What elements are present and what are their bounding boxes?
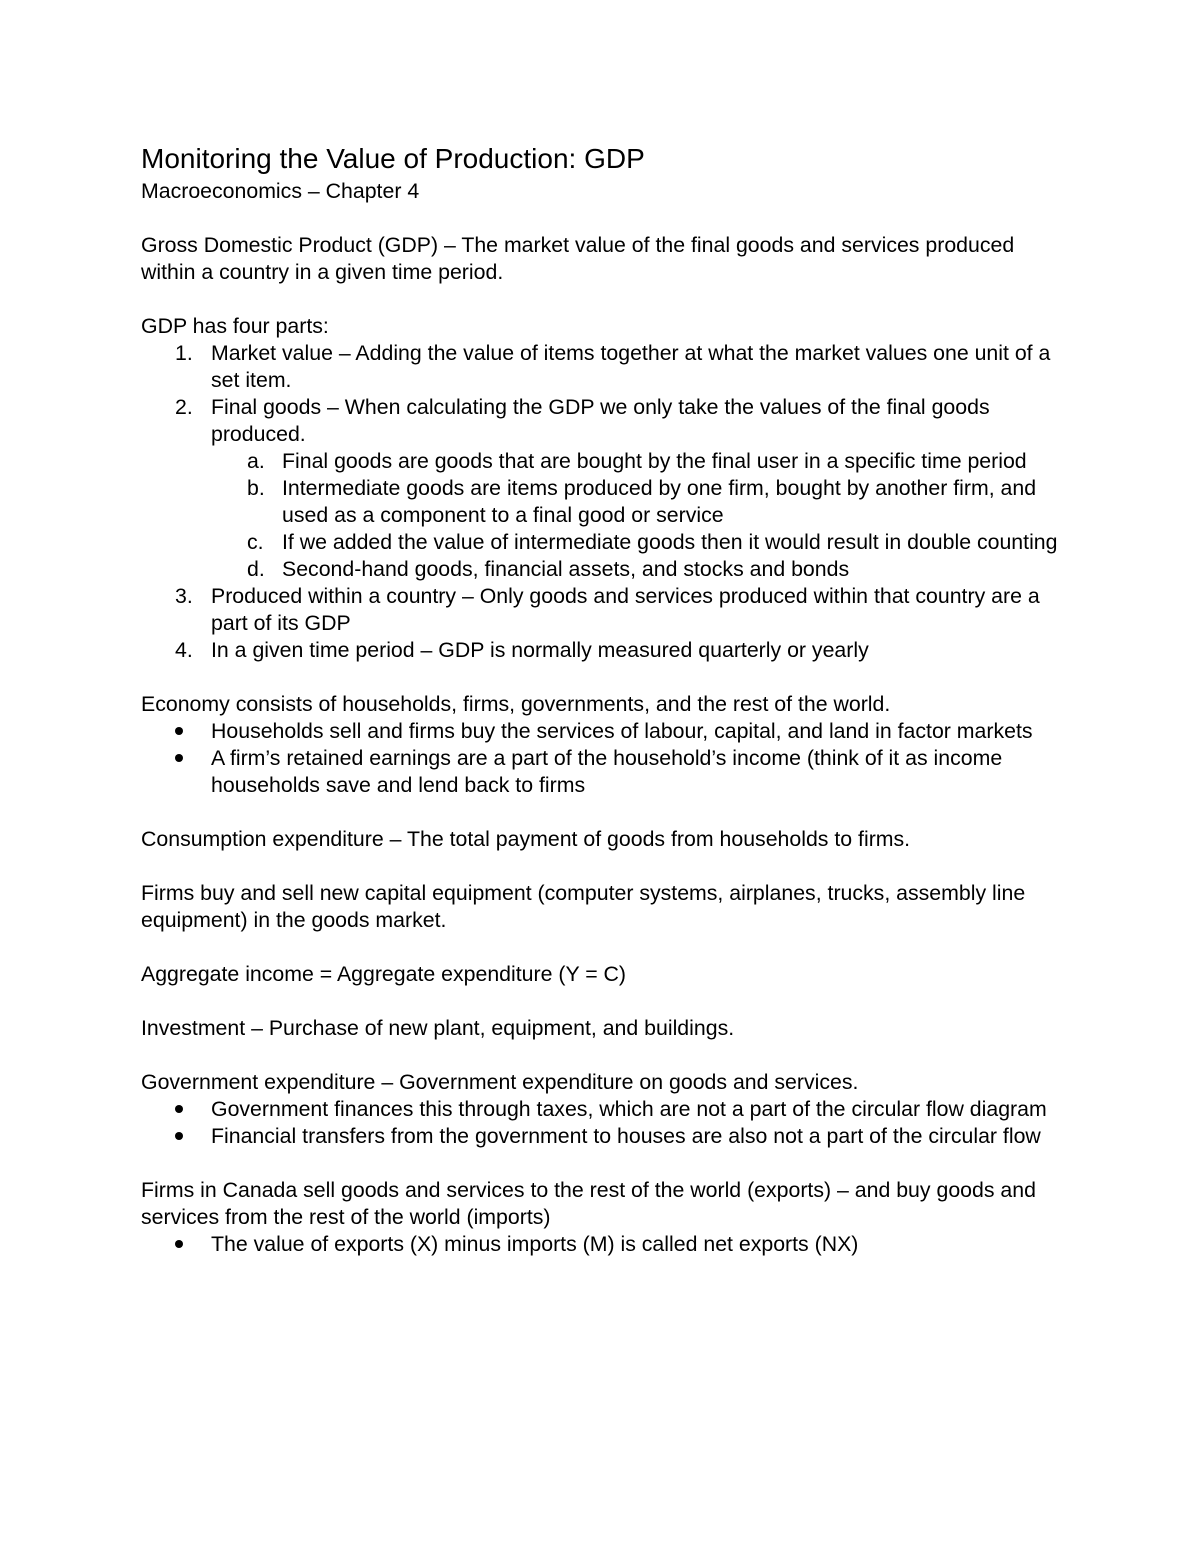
government-bullets (141, 1096, 1061, 1150)
list-marker: b. (247, 476, 265, 500)
list-item-text: Final goods are goods that are bought by the final user in a specific time period (282, 449, 1027, 473)
bullet-icon (175, 1240, 183, 1248)
sub-list-item (141, 529, 1061, 556)
government-intro: Government expenditure – Government expenditure on goods and services. (141, 1070, 859, 1094)
bullet-icon (175, 1132, 183, 1140)
bullet-text: A firm’s retained earnings are a part of the household’s income (think of it as income households save and lend back to firms (211, 746, 1003, 797)
bullet-item (141, 1231, 1061, 1258)
bullet-text: Financial transfers from the government to houses are also not a part of the circular flow (211, 1124, 1041, 1148)
list-item-text: Final goods – When calculating the GDP we only take the values of the final goods produced. (211, 395, 990, 446)
list-item (141, 394, 1061, 448)
bullet-item (141, 1123, 1061, 1150)
investment-paragraph: Investment – Purchase of new plant, equipment, and buildings. (141, 1016, 735, 1040)
trade-bullets (141, 1231, 1061, 1258)
page-subtitle: Macroeconomics – Chapter 4 (141, 179, 420, 203)
list-item (141, 583, 1061, 637)
list-item-text: In a given time period – GDP is normally measured quarterly or yearly (211, 638, 869, 662)
list-marker: d. (247, 557, 265, 581)
list-item-text: Intermediate goods are items produced by one firm, bought by another firm, and used as a component to a final good or service (282, 476, 1037, 527)
sub-list-item (141, 475, 1061, 529)
consumption-paragraph: Consumption expenditure – The total payment of goods from households to firms. (141, 827, 911, 851)
bullet-icon (175, 1105, 183, 1113)
list-item (141, 340, 1061, 394)
gdp-parts-list (141, 340, 1061, 664)
list-marker: 4. (175, 638, 193, 662)
bullet-item (141, 718, 1061, 745)
gdp-definition: Gross Domestic Product (GDP) – The market value of the final goods and services produced within a country in a given time period. (141, 233, 1015, 284)
page-title: Monitoring the Value of Production: GDP (141, 143, 645, 174)
bullet-text: The value of exports (X) minus imports (M) is called net exports (NX) (211, 1232, 859, 1256)
bullet-icon (175, 727, 183, 735)
bullet-icon (175, 754, 183, 762)
list-marker: a. (247, 449, 265, 473)
economy-intro: Economy consists of households, firms, governments, and the rest of the world. (141, 692, 891, 716)
bullet-text: Households sell and firms buy the services of labour, capital, and land in factor markets (211, 719, 1033, 743)
gdp-parts-intro: GDP has four parts: (141, 314, 329, 338)
list-item (141, 637, 1061, 664)
trade-intro: Firms in Canada sell goods and services to the rest of the world (exports) – and buy goods and services from the rest of the world (imports) (141, 1178, 1036, 1229)
list-marker: 1. (175, 341, 193, 365)
list-marker: 3. (175, 584, 193, 608)
list-item-text: Second-hand goods, financial assets, and stocks and bonds (282, 557, 850, 581)
capital-equipment-paragraph: Firms buy and sell new capital equipment (computer systems, airplanes, trucks, assembly line equipment) in the goods market. (141, 881, 1026, 932)
document-page (141, 140, 1061, 1258)
list-marker: 2. (175, 395, 193, 419)
sub-list-item (141, 448, 1061, 475)
aggregate-paragraph: Aggregate income = Aggregate expenditure (Y = C) (141, 962, 627, 986)
list-item-text: Market value – Adding the value of items together at what the market values one unit of a set item. (211, 341, 1051, 392)
economy-bullets (141, 718, 1061, 799)
sub-list-item (141, 556, 1061, 583)
list-item-text: If we added the value of intermediate goods then it would result in double counting (282, 530, 1058, 554)
list-item-text: Produced within a country – Only goods and services produced within that country are a part of its GDP (211, 584, 1040, 635)
bullet-item (141, 1096, 1061, 1123)
bullet-text: Government finances this through taxes, which are not a part of the circular flow diagram (211, 1097, 1047, 1121)
list-marker: c. (247, 530, 264, 554)
bullet-item (141, 745, 1061, 799)
